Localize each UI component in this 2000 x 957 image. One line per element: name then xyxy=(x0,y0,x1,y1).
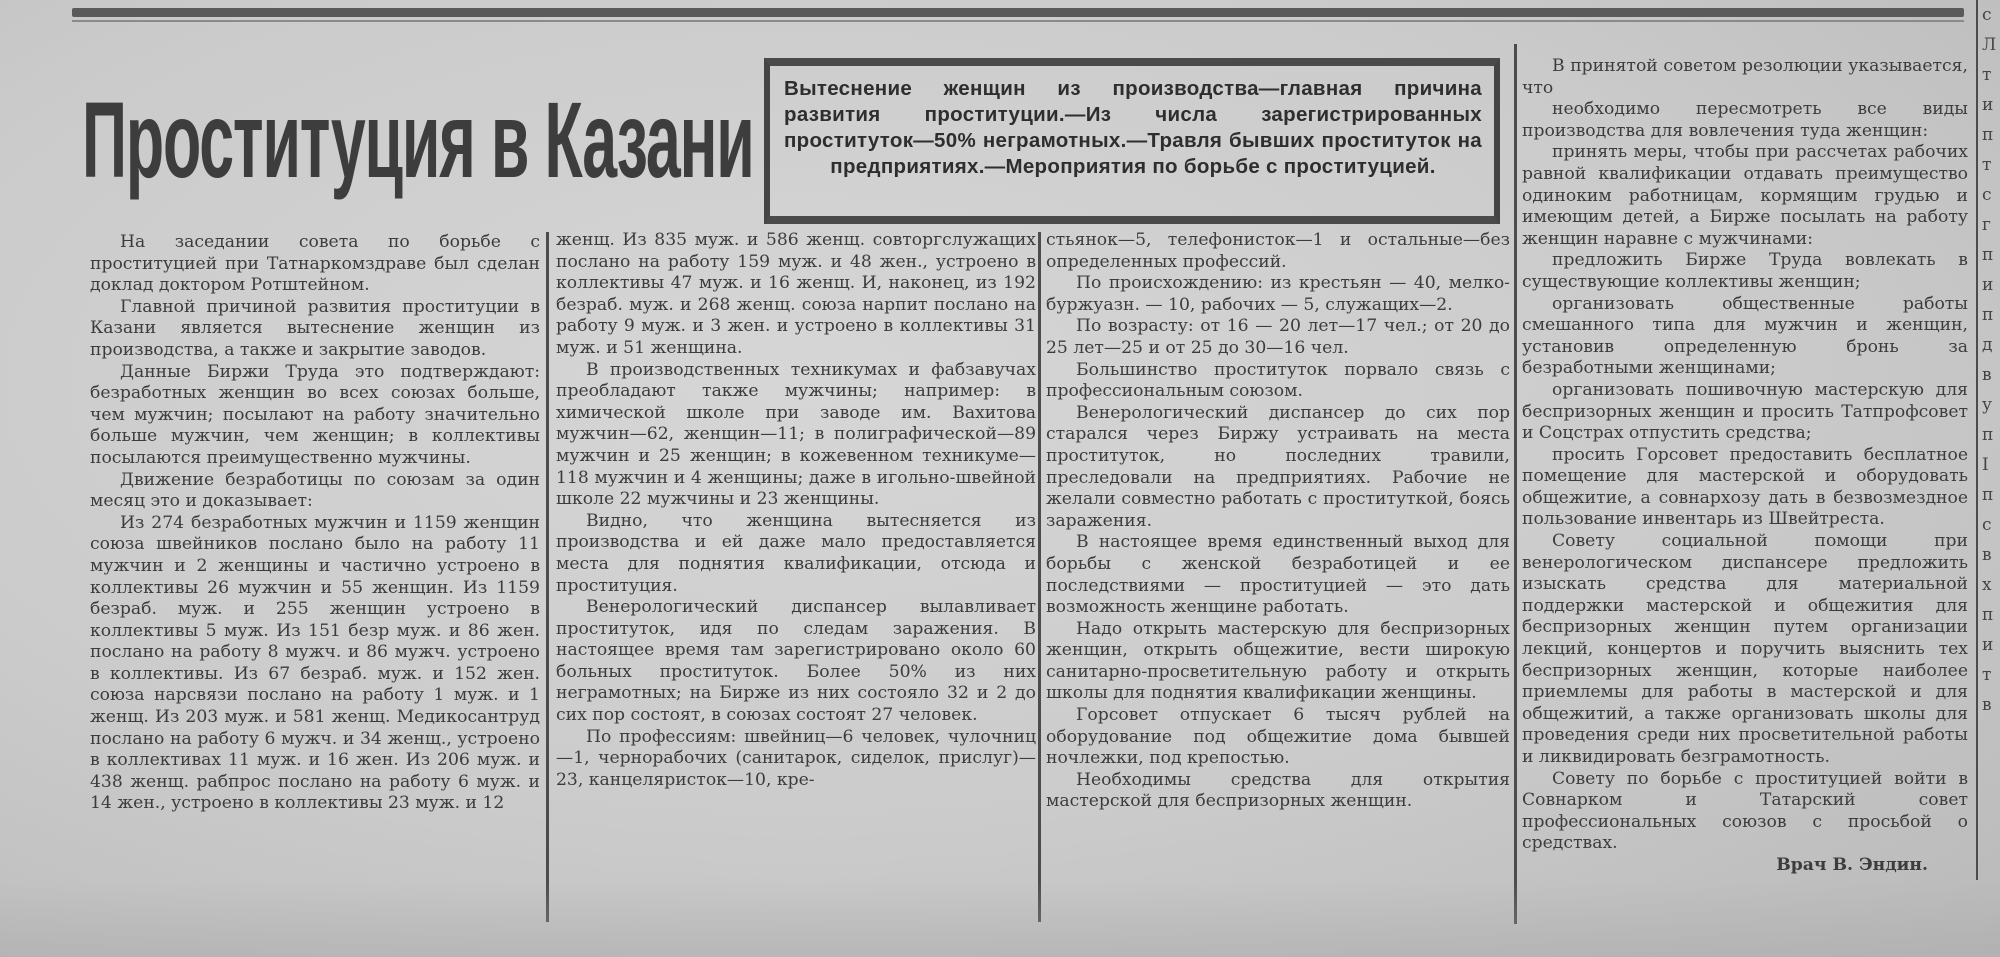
paragraph: По профессиям: швейниц—6 человек, чулочниц—1, чернорабочих (санитарок, сиделок, прислуг)—23, канцеляристок—10, кре- xyxy=(556,726,1036,790)
paragraph: Совету социальной помощи при венерологическом диспансере предложить изыскать средства для материальной поддержки мастерской и общежития для беспризорных женщин путем организации лекций, концертов и поручить выяснить тех беспризорных женщин, которые наиболее приемлемы для работы в мастерской и для общежитий, а также организовать школы для проведения среди них просветительной работы и ликвидировать безграмотность. xyxy=(1522,531,1968,767)
paper-stain xyxy=(0,880,2000,957)
paragraph: Надо открыть мастерскую для беспризорных женщин, открыть общежитие, вести широкую санитарно-просветительную работу и открыть школы для поднятия квалификации женщины. xyxy=(1046,618,1510,704)
paragraph: необходимо пересмотреть все виды производства для вовлечения туда женщин: xyxy=(1522,99,1968,141)
subhead-box xyxy=(764,58,1500,224)
article-column-4 xyxy=(1522,56,1968,877)
paragraph: В производственных техникумах и фабзавучах преобладают также мужчины; например: в химической школе при заводе им. Вахитова мужчин—62, женщин—11; в полиграфической—89 мужчин и 25 женщин; в кожевенном техникуме—118 мужчин и 4 женщины; даже в игольно-швейной школе 22 мужчины и 23 женщины. xyxy=(556,359,1036,510)
column-rule xyxy=(1514,44,1517,924)
paragraph: По возрасту: от 16 — 20 лет—17 чел.; от 20 до 25 лет—25 и от 25 до 30—16 чел. xyxy=(1046,316,1510,358)
paragraph: принять меры, чтобы при рассчетах рабочих равной квалификации отдавать преимущество одиноким работницам, кормящим грудью и имеющим детей, а Бирже посылать на работу женщин наравне с мужчинами: xyxy=(1522,142,1968,249)
paragraph: Данные Биржи Труда это подтверждают: безработных женщин во всех союзах больше, чем мужчин; посылают на работу значительно больше мужчин, чем женщин; в коллективы посылаются преимущественно мужчины. xyxy=(90,361,540,468)
paragraph: организовать общественные работы смешанного типа для мужчин и женщин, установив определенную бронь за безработными женщинами; xyxy=(1522,293,1968,379)
paragraph: По происхождению: из крестьян — 40, мелко-буржуазн. — 10, рабочих — 5, служащих—2. xyxy=(1046,273,1510,315)
paragraph: Движение безработицы по союзам за один месяц это и доказывает: xyxy=(90,469,540,512)
paragraph: Венерологический диспансер вылавливает проституток, идя по следам заражения. В настоящее время там зарегистрировано около 60 больных проституток. Более 50% из них неграмотных; на Бирже из них состояло 32 и 2 до сих пор состоят, в союзах состоят 27 человек. xyxy=(556,597,1036,726)
article-headline: Проституция в Казани xyxy=(82,79,754,200)
paragraph: Совету по борьбе с проституцией войти в Совнарком и Татарский совет профессиональных союзов с просьбой о средствах. xyxy=(1522,768,1968,854)
paragraph: В настоящее время единственный выход для борьбы с женской безработицей и ее последствиями — проституцией — это дать возможность женщине работать. xyxy=(1046,532,1510,618)
article-column-3 xyxy=(1046,230,1510,813)
paragraph: Горсовет отпускает 6 тысяч рублей на оборудование под общежитие дома бывшей ночлежки, под крепостью. xyxy=(1046,705,1510,769)
column-rule xyxy=(1038,232,1041,922)
article-column-2 xyxy=(556,230,1036,791)
column-rule xyxy=(546,232,549,922)
adjacent-column-fragment: с Л т и п т с г п и п д в у п I п с в х п и т в xyxy=(1982,5,1997,715)
paragraph: женщ. Из 835 муж. и 586 женщ. совторгслужащих послано на работу 159 муж. и 48 жен., устроено в коллективы 47 муж. и 16 женщ. И, наконец, из 192 безраб. муж. и 268 женщ. союза нарпит послано на работу 9 муж. и 3 жен. и устроено в коллективы 31 муж. и 51 женщина. xyxy=(556,230,1036,358)
paragraph: На заседании совета по борьбе с проституцией при Татнаркомздраве был сделан доклад доктором Ротштейном. xyxy=(90,232,540,296)
article-column-1 xyxy=(90,232,540,815)
paragraph: Большинство проституток порвало связь с профессиональным союзом. xyxy=(1046,359,1510,402)
paragraph: Видно, что женщина вытесняется из производства и ей даже мало предоставляется места для поднятия квалификации, отсюда и проституция. xyxy=(556,510,1036,596)
top-rule-thin xyxy=(72,20,1964,22)
paragraph: Венерологический диспансер до сих пор старался через Биржу устраивать на места проституток, но последних травили, преследовали на предприятиях. Рабочие не желали совместно работать с проституткой, боясь заражения. xyxy=(1046,402,1510,531)
paragraph: стьянок—5, телефонисток—1 и остальные—без определенных профессий. xyxy=(1046,230,1510,272)
author-signature: Врач В. Эндин. xyxy=(1776,854,1928,875)
paragraph: просить Горсовет предоставить бесплатное помещение для мастерской и оборудовать общежитие, а совнархозу дать в безвозмездное пользование инвентарь из Швейтреста. xyxy=(1522,444,1968,530)
paragraph: Необходимы средства для открытия мастерской для беспризорных женщин. xyxy=(1046,769,1510,812)
paragraph: организовать пошивочную мастерскую для беспризорных женщин и просить Татпрофсовет и Соцстрах отпустить средства; xyxy=(1522,379,1968,444)
paragraph: Главной причиной развития проституции в Казани является вытеснение женщин из производства, а также и закрытие заводов. xyxy=(90,296,540,360)
paragraph: предложить Бирже Труда вовлекать в существующие коллективы женщин; xyxy=(1522,250,1968,292)
paragraph: В принятой советом резолюции указывается, что xyxy=(1522,56,1968,98)
page-edge-rule xyxy=(1976,0,1978,880)
paragraph: Из 274 безработных мужчин и 1159 женщин союза швейников послано было на работу 11 мужчин и 2 женщины и частично устроено в коллективы 26 мужчин и 55 женщин. Из 1159 безраб. муж. и 255 женщин устроено в коллективы 5 муж. Из 151 безр муж. и 86 жен. послано на работу 8 мужч. и 86 мужч. устроено в коллективы. Из 67 безраб. муж. и 152 жен. союза нарсвязи послано на работу 1 муж. и 1 женщ. Из 203 муж. и 581 женщ. Медикосантруд послано на работу 6 мужч. и 34 женщ., устроено в коллективах 11 муж. и 16 жен. Из 206 муж. и 438 женщ. рабпрос послано на работу 6 муж. и 14 жен., устроено в коллективы 23 муж. и 12 xyxy=(90,512,540,814)
top-rule xyxy=(72,8,1964,17)
article-subhead: Вытеснение женщин из производства—главная причина развития проституции.—Из числа зарегистрированных проституток—50% неграмотных.—Травля бывших проституток на предприятиях.—Мероприятия по борьбе с проституцией. xyxy=(784,77,1482,178)
